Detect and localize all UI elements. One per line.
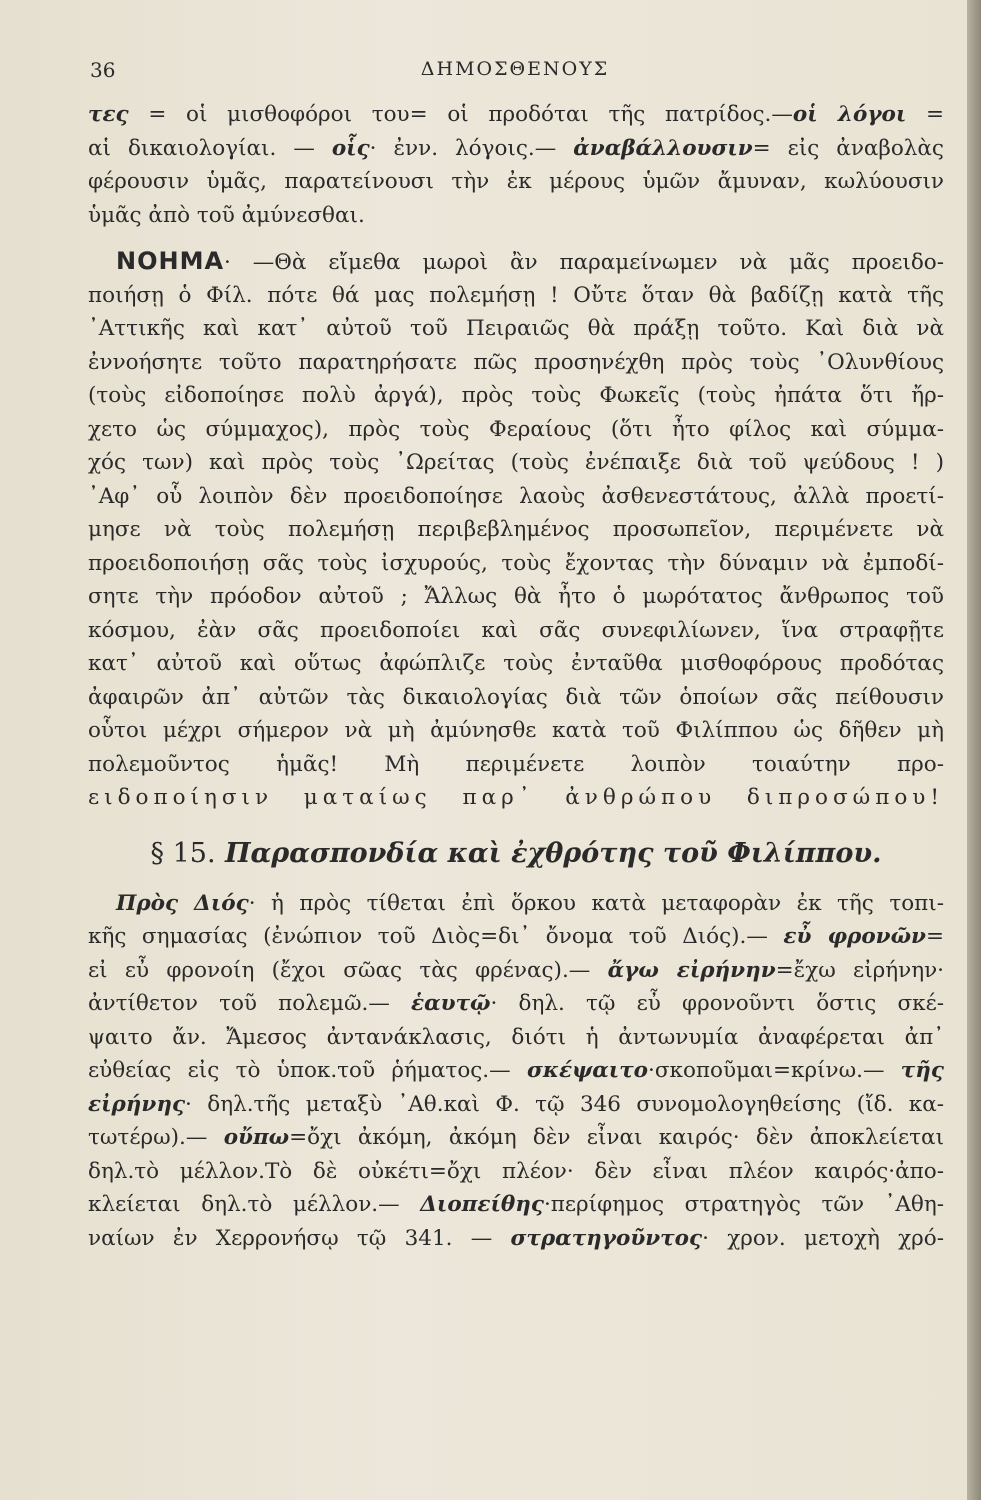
note-text: κλείεται δηλ.τὸ μέλλον.— [88,1192,421,1217]
note-text: ·περίφημος στρατηγὸς τῶν ᾿Αθη- [543,1192,944,1217]
noima-line: ἀφαιρῶν ἀπ᾿ αὐτῶν τὰς δικαιολογίας διὰ τῶν ὁποίων σᾶς πείθουσιν [88,684,944,710]
note-term: σκέψαιτο [526,1058,649,1083]
note-text: αἱ δικαιολογίαι. — [88,135,332,161]
note-line [88,1054,944,1088]
note-text: =ἔχω εἰρήνην· [775,957,944,983]
note-text: = εἰς ἀναβολὰς [752,135,944,161]
note-text: τωτέρω).— [88,1125,224,1150]
noima-line: ἐννοήσητε τοῦτο παρατηρήσατε πῶς προσηνέχθη πρὸς τοὺς ᾿Ολυνθίους [88,349,944,375]
note-text: εὐθείας εἰς τὸ ὑποκ.τοῦ ῥήματος.— [88,1058,527,1083]
noima-line: ποιήσῃ ὁ Φίλ. πότε θά μας πολεμήσῃ ! Οὔτε ὅταν θὰ βαδίζῃ κατὰ τῆς [88,282,944,308]
noima-line: (τοὺς εἰδοποίησε πολὺ ἀργά), πρὸς τοὺς Φωκεῖς (τοὺς ἠπάτα ὅτι ἤρ- [88,383,944,408]
note-line [88,1088,944,1122]
note-line [88,987,944,1021]
noima-line: κόσμου, ἐὰν σᾶς προειδοποίει καὶ σᾶς συνεφιλίωνεν, ἵνα στραφῇτε [88,617,944,643]
noima-line: οὗτοι μέχρι σήμερον νὰ μὴ ἀμύνησθε κατὰ τοῦ Φιλίππου ὡς δῆθεν μὴ [88,718,944,743]
note-line [88,1121,944,1155]
note-text: · ἡ πρὸς τίθεται ἐπὶ ὅρκου κατὰ μεταφορὰν ἐκ τῆς τοπι- [248,890,944,916]
note-line: ψαιτο ἄν. Ἄμεσος ἀντανάκλασις, διότι ἡ ἀντωνυμία ἀναφέρεται ἀπ᾿ [88,1024,944,1050]
section-number: § 15. [150,837,216,869]
running-head: ΔΗΜΟΣΘΕΝΟΥΣ [420,58,610,80]
note-line [88,954,944,988]
page-number: 36 [90,58,116,82]
note-line: δηλ.τὸ μέλλον.Τὸ δὲ οὐκέτι=ὄχι πλέον· δὲν εἶναι πλέον καιρός·ἀπο- [88,1158,944,1184]
note-text: · χρον. μετοχὴ χρό- [702,1225,945,1251]
note-term: οὔπω [223,1125,290,1150]
note-text: = [925,924,944,949]
note-line [88,920,944,954]
note-term: ἀναβάλλουσιν [573,135,753,161]
note-text: κῆς σημασίας (ἐνώπιον τοῦ Διὸς=δι᾿ ὄνομα τοῦ Διός).— [88,924,784,949]
note-line [88,1222,944,1256]
note-term: οἱ λόγοι [792,102,907,127]
note-text: · δηλ.τῆς μεταξὺ ᾿Αθ.καὶ Φ. τῷ 346 συνομολογηθείσης (ἴδ. κα- [185,1091,944,1117]
page-body [88,98,944,1255]
note-line [88,98,944,132]
note-term: στρατηγοῦντος [510,1225,703,1251]
note-text: ἀντίθετον τοῦ πολεμῶ.— [88,991,412,1016]
note-text: εἰ εὖ φρονοίη (ἔχοι σῶας τὰς φρένας).— [88,957,608,983]
note-term: τῆς [900,1058,944,1083]
note-term: Διοπείθης [420,1192,544,1217]
page-header [90,58,940,98]
section-heading [88,825,944,883]
section-title: Παρασπονδία καὶ ἐχθρότης τοῦ Φιλίππου. [215,837,882,869]
book-spine-edge [967,0,981,1500]
noima-line: μησε νὰ τοὺς πολεμήσῃ περιβεβλημένος προσωπεῖον, περιμένετε νὰ [88,517,944,542]
note-term: τες [88,102,129,127]
note-text: = οἱ μισθοφόροι του= οἱ προδόται τῆς πατρίδος.— [128,102,793,127]
note-line: φέρουσιν ὑμᾶς, παρατείνουσι τὴν ἐκ μέρους ὑμῶν ἄμυναν, κωλύουσιν [88,169,944,194]
note-line: ὑμᾶς ἀπὸ τοῦ ἀμύνεσθαι. [88,202,365,228]
noima-label: ΝΟΗΜΑ [116,247,225,275]
note-line [88,132,944,166]
noima-line: σητε τὴν πρόοδον αὐτοῦ ; Ἄλλως θὰ ἦτο ὁ μωρότατος ἄνθρωπος τοῦ [88,584,944,609]
noima-line: πολεμοῦντος ἡμᾶς! Μὴ περιμένετε λοιπὸν τοιαύτην προ- [88,751,944,777]
note-term: οἷς [331,135,370,161]
note-text: = [906,102,944,127]
noima-line: ειδοποίησιν ματαίως παρ᾿ ἀνθρώπου διπροσώπου! [88,785,944,810]
note-term: εἰρήνης [88,1091,186,1117]
note-text: =ὄχι ἀκόμη, ἀκόμη δὲν εἶναι καιρός· δὲν ἀποκλείεται [289,1125,944,1150]
note-text: · ἐνν. λόγοις.— [369,135,574,161]
note-term: ἑαυτῷ [411,991,491,1016]
note-term: Πρὸς Διός [116,890,249,916]
note-line [88,887,944,921]
note-term: ἄγω εἰρήνην [607,957,776,983]
noima-line: ᾿Αττικῆς καὶ κατ᾿ αὐτοῦ τοῦ Πειραιῶς θὰ πράξῃ τοῦτο. Καὶ διὰ νὰ [88,316,944,341]
note-text: · δηλ. τῷ εὖ φρονοῦντι ὅστις σκέ- [490,991,944,1016]
note-term: εὖ φρονῶν [783,924,926,949]
noima-line: χετο ὡς σύμμαχος), πρὸς τοὺς Φεραίους (ὅτι ἦτο φίλος καὶ σύμμα- [88,416,944,442]
noima-line: κατ᾿ αὐτοῦ καὶ οὕτως ἀφώπλιζε τοὺς ἐνταῦθα μισθοφόρους προδότας [88,651,944,676]
noima-text: · —Θὰ εἴμεθα μωροὶ ἂν παραμείνωμεν νὰ μᾶς προειδο- [224,250,944,275]
note-text: ·σκοποῦμαι=κρίνω.— [648,1058,901,1083]
note-text: ναίων ἐν Χερρονήσῳ τῷ 341. — [88,1225,511,1251]
noima-line: προειδοποιήσῃ σᾶς τοὺς ἰσχυρούς, τοὺς ἔχοντας τὴν δύναμιν νὰ ἐμποδί- [88,550,944,576]
note-line [88,1188,944,1222]
noima-line [88,245,944,279]
noima-line: ᾿Αφ᾿ οὗ λοιπὸν δὲν προειδοποίησε λαοὺς ἀσθενεστάτους, ἀλλὰ προετί- [88,483,944,509]
noima-line: χός των) καὶ πρὸς τοὺς ᾿Ωρείτας (τοὺς ἐνέπαιξε διὰ τοῦ ψεύδους ! ) [88,450,944,475]
